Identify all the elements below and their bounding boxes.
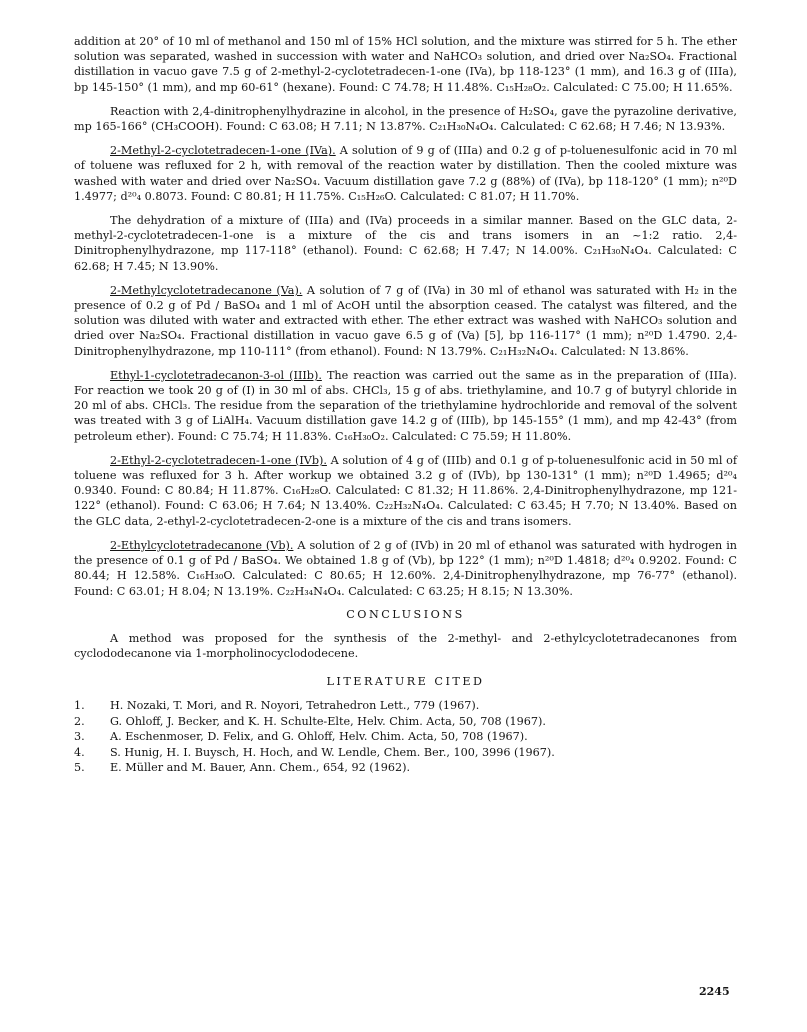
reference-number: 2. — [74, 714, 85, 728]
reference-text: H. Nozaki, T. Mori, and R. Noyori, Tetrahedron Lett., 779 (1967). — [110, 699, 480, 713]
paragraph — [74, 213, 737, 274]
reference-list — [74, 698, 737, 776]
reference-text: A. Eschenmoser, D. Felix, and G. Ohloff, Helv. Chim. Acta, 50, 708 (1967). — [110, 730, 528, 744]
paragraph — [74, 453, 737, 529]
paragraph — [74, 143, 737, 204]
reference-item — [74, 729, 737, 745]
paragraph — [74, 34, 737, 95]
paragraph — [74, 104, 737, 134]
paragraph — [74, 368, 737, 444]
paragraph-text: A solution of 2 g of (IVb) in 20 ml of ethanol was saturated with hydrogen in the presence of 0.1 g of Pd / BaSO₄. We obtained 1.8 g of (Vb), bp 122° (1 mm); n²⁰D 1.4818; d²⁰₄ 0.9202. Found: C 80.44; H 12.58%. C₁₆H₃₀O. Calculated: C 80.65; H 12.60%. 2,4-Dinitrophenylhydrazone, mp 76-77° (ethanol). Found: C 63.01; H 8.04; N 13.19%. C₂₂H₃₄N₄O₄. Calculated: C 63.25; H 8.15; N 13.30%. — [74, 538, 737, 598]
compound-heading: 2-Methyl-2-cyclotetradecen-1-one (IVa). — [110, 144, 336, 158]
page-body — [74, 34, 737, 776]
reference-number: 5. — [74, 761, 85, 775]
compound-heading: Ethyl-1-cyclotetradecanon-3-ol (IIIb). — [110, 368, 322, 382]
reference-item — [74, 760, 737, 776]
reference-text: E. Müller and M. Bauer, Ann. Chem., 654, 92 (1962). — [110, 761, 411, 775]
reference-item — [74, 745, 737, 761]
paragraph-text: The reaction was carried out the same as in the preparation of (IIIa). For reaction we took 20 g of (I) in 30 ml of abs. CHCl₃, 15 g of abs. triethylamine, and 10.7 g of butyryl chloride in 20 ml of abs. CHCl₃. The residue from the separation of the triethylamine hydrochloride and removal of the solvent was treated with 3 g of LiAlH₄. Vacuum distillation gave 14.2 g of (IIIb), bp 145-155° (1 mm), and mp 42-43° (from petroleum ether). Found: C 75.74; H 11.83%. C₁₆H₃₀O₂. Calculated: C 75.59; H 11.80%. — [74, 368, 737, 443]
reference-text: S. Hunig, H. I. Buysch, H. Hoch, and W. Lendle, Chem. Ber., 100, 3996 (1967). — [110, 745, 555, 759]
reference-item — [74, 698, 737, 714]
paragraph-text: addition at 20° of 10 ml of methanol and 150 ml of 15% HCl solution, and the mixture was stirred for 5 h. The ether solution was separated, washed in succession with water and NaHCO₃ solution, and dried over Na₂SO₄. Fractional distillation in vacuo gave 7.5 g of 2-methyl-2-cyclotetradecen-1-one (IVa), bp 118-123° (1 mm), and 16.3 g of (IIIa), bp 145-150° (1 mm), and mp 60-61° (hexane). Found: C 74.78; H 11.48%. C₁₅H₂₈O₂. Calculated: C 75.00; H 11.65%. — [74, 35, 737, 94]
experimental-section — [74, 34, 737, 599]
paragraph-text: The dehydration of a mixture of (IIIa) and (IVa) proceeds in a similar manner. Based on the GLC data, 2-methyl-2-cyclotetradecen-1-one is a mixture of the cis and trans isomers in an ~1:2 ratio. 2,4-Dinitrophenylhydrazone, mp 117-118° (ethanol). Found: C 62.68; H 7.47; N 14.00%. C₂₁H₃₀N₄O₄. Calculated: C 62.68; H 7.45; N 13.90%. — [74, 214, 737, 273]
paragraph-text: A solution of 9 g of (IIIa) and 0.2 g of p-toluenesulfonic acid in 70 ml of toluene was refluxed for 2 h, with removal of the reaction water by distillation. Then the cooled mixture was washed with water and dried over Na₂SO₄. Vacuum distillation gave 7.2 g (88%) of (IVa), bp 118-120° (1 mm); n²⁰D 1.4977; d²⁰₄ 0.8073. Found: C 80.81; H 11.75%. C₁₅H₂₆O. Calculated: C 81.07; H 11.70%. — [74, 144, 737, 203]
paragraph-text: A solution of 7 g of (IVa) in 30 ml of ethanol was saturated with H₂ in the presence of 0.2 g of Pd / BaSO₄ and 1 ml of AcOH until the absorption ceased. The catalyst was filtered, and the solution was diluted with water and extracted with ether. The ether extract was washed with NaHCO₃ solution and dried over Na₂SO₄. Fractional distillation in vacuo gave 6.5 g of (Va) [5], bp 116-117° (1 mm); n²⁰D 1.4790. 2,4-Dinitrophenylhydrazone, mp 110-111° (from ethanol). Found: N 13.79%. C₂₁H₃₂N₄O₄. Calculated: N 13.86%. — [74, 283, 737, 358]
paragraph-text: Reaction with 2,4-dinitrophenylhydrazine in alcohol, in the presence of H₂SO₄, gave the pyrazoline derivative, mp 165-166° (CH₃COOH). Found: C 63.08; H 7.11; N 13.87%. C₂₁H₃₀N₄O₄. Calculated: C 62.68; H 7.46; N 13.93%. — [74, 104, 737, 134]
compound-heading: 2-Methylcyclotetradecanone (Va). — [110, 283, 303, 297]
page-number: 2245 — [699, 985, 730, 998]
compound-heading: 2-Ethyl-2-cyclotetradecen-1-one (IVb). — [110, 453, 327, 467]
conclusions-text: A method was proposed for the synthesis of the 2-methyl- and 2-ethylcyclotetradecanones from cyclododecanone via 1-morpholinocyclododecene. — [74, 631, 737, 660]
reference-number: 1. — [74, 699, 85, 713]
reference-text: G. Ohloff, J. Becker, and K. H. Schulte-Elte, Helv. Chim. Acta, 50, 708 (1967). — [110, 714, 546, 728]
literature-heading: LITERATURE CITED — [326, 675, 485, 689]
compound-heading: 2-Ethylcyclotetradecanone (Vb). — [110, 538, 294, 552]
reference-number: 3. — [74, 730, 85, 744]
reference-item — [74, 714, 737, 730]
conclusions-heading: CONCLUSIONS — [346, 607, 465, 621]
paragraph — [74, 538, 737, 599]
paragraph-text: A solution of 4 g of (IIIb) and 0.1 g of p-toluenesulfonic acid in 50 ml of toluene was refluxed for 3 h. After workup we obtained 3.2 g of (IVb), bp 130-131° (1 mm); n²⁰D 1.4965; d²⁰₄ 0.9340. Found: C 80.84; H 11.87%. C₁₆H₂₈O. Calculated: C 81.32; H 11.86%. 2,4-Dinitrophenylhydrazone, mp 121-122° (ethanol). Found: C 63.06; H 7.64; N 13.40%. C₂₂H₃₂N₄O₄. Calculated: C 63.45; H 7.70; N 13.40%. Based on the GLC data, 2-ethyl-2-cyclotetradecen-2-one is a mixture of the cis and trans isomers. — [74, 453, 737, 528]
reference-number: 4. — [74, 745, 85, 759]
paragraph — [74, 283, 737, 359]
